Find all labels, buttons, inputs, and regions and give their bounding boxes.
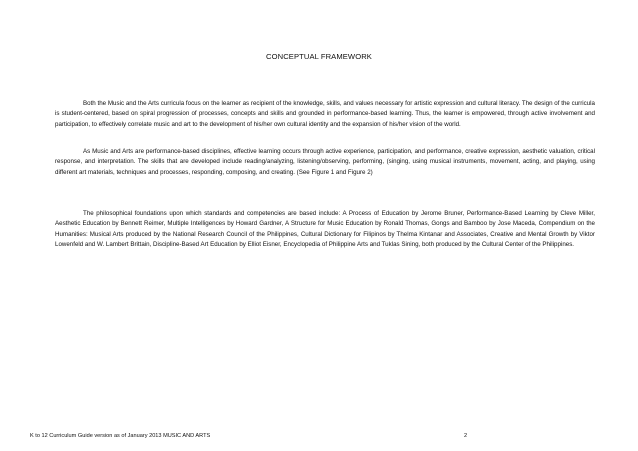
page-number: 2: [464, 433, 468, 439]
paragraph-3-text: The philosophical foundations upon which standards and competencies are based include: A Process of Education by Jerome Bruner, Performance-Based Learning by Cleve Miller, Aesthetic Education by Bennett Reimer, Multiple Intelligences by Howard Gardner, A Structure for Music Education by Ronald Thomas, Gongs and Bamboo by Jose Maceda, Compendium on the Humanities: Musical Arts produced by the National Research Council of the Philippines, Cultural Dictionary for Filipinos by Thelma Kintanar and Associates, Creative and Mental Growth by Viktor Lowenfeld and W. Lambert Brittain, Discipline-Based Art Education by Elliot Eisner, Encyclopedia of Philippine Arts and Tuklas Sining, both produced by the Cultural Center of the Philippines.: [55, 210, 595, 248]
paragraph-1-text: Both the Music and the Arts curricula focus on the learner as recipient of the knowledge, skills, and values necessary for artistic expression and cultural literacy. The design of the curricula is student-centered, based on spiral progression of processes, concepts and skills and grounded in performance-based learning. Thus, the learner is empowered, through active involvement and participation, to effectively correlate music and art to the development of his/her own cultural identity and the expansion of his/her vision of the world.: [55, 100, 595, 128]
paragraph-2-text: As Music and Arts are performance-based disciplines, effective learning occurs through active experience, participation, and performance, creative expression, aesthetic valuation, critical response, and interpretation. The skills that are developed include reading/analyzing, listening/observing, performing, (singing, using musical instruments, movement, acting, and playing, using different art materials, techniques and processes, responding, composing, and creating. (See Figure 1 and Figure 2): [55, 148, 595, 176]
page-title: CONCEPTUAL FRAMEWORK: [266, 52, 372, 61]
footer-label: K to 12 Curriculum Guide version as of January 2013 MUSIC AND ARTS: [30, 433, 211, 439]
paragraph-3: [55, 209, 595, 250]
paragraph-1: [55, 99, 595, 130]
paragraph-2: [55, 147, 595, 178]
